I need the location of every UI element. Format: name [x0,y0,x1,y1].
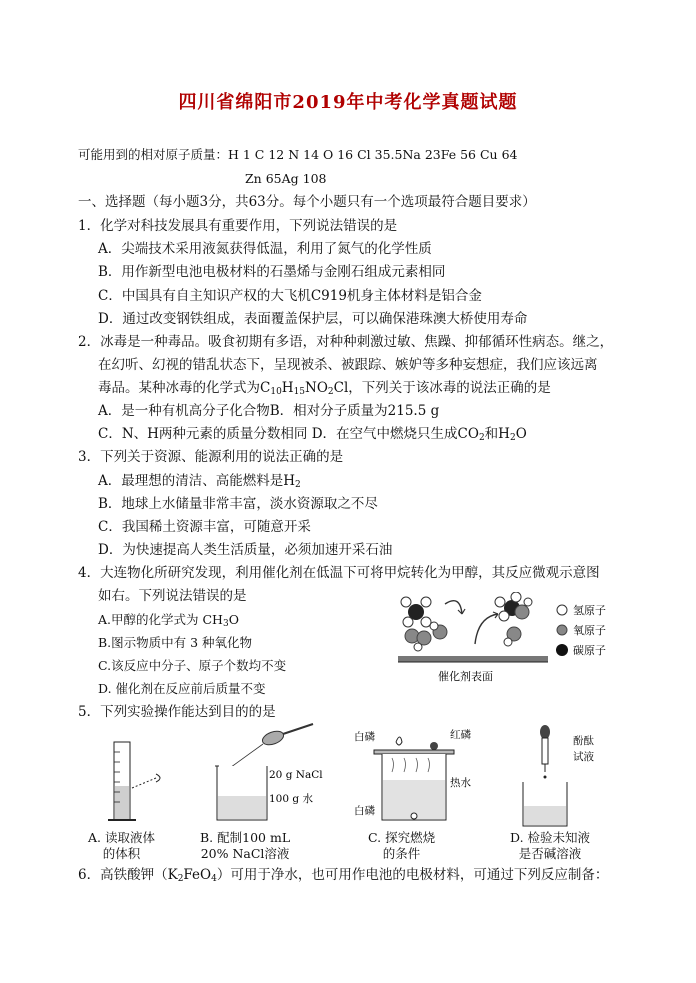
methane-molecule [401,597,431,627]
q5-c-label-white-phosphorus-top: 白磷 [354,731,375,743]
q5-b-caption: B. 配制100 mL 20% NaCl溶液 [200,830,291,861]
q5-a-caption: A. 读取液体 的体积 [88,830,155,861]
q4-stem-line-2: 如右。下列说法错误的是 [98,588,247,604]
legend-carbon-label: 碳原子 [573,644,606,657]
q3-option-b: B．地球上水储量非常丰富，淡水资源取之不尽 [98,496,378,512]
q5-c-label-white-phosphorus-bottom: 白磷 [354,805,375,817]
q5-d-label-test-solution: 试液 [573,751,594,763]
methanol-molecule [495,592,532,621]
q4-stem-line-1: 4．大连物化所研究发现，利用催化剂在低温下可将甲烷转化为甲醇，其反应微观示意图 [78,565,600,581]
q2-options-cd: C．N、H两种元素的质量分数相同 D．在空气中燃烧只生成$CO_2$和$H_2O$ [98,426,527,443]
q3-option-c: C．我国稀土资源丰富，可随意开采 [98,519,311,535]
q4-reaction-diagram [390,592,650,687]
q5-c-caption: C. 探究燃烧 的条件 [368,830,436,861]
water-molecule [430,622,447,639]
legend-oxygen-label: 氧原子 [573,624,606,637]
atomic-mass-line-1: 可能用到的相对原子质量：H 1 C 12 N 14 O 16 Cl 35.5Na 23Fe 56 Cu 64 [78,147,518,162]
q5-a-cylinder-figure [100,738,175,828]
q2-stem-line-3: 毒品。某种冰毒的化学式为$C_{10}H_{15}NO_2Cl$，下列关于该冰毒的说法正确的是 [98,380,551,397]
atomic-mass-line-2: Zn 65Ag 108 [245,171,327,186]
q5-c-label-hot-water: 热水 [450,777,471,789]
arrow-out [475,614,498,644]
q2-stem-line-2: 在幻听、幻视的错乱状态下，呈现被杀、被跟踪、嫉妒等多种妄想症，我们应该远离 [98,357,598,373]
q5-b-label-water: 100 g 水 [269,793,313,805]
q1-option-a: A．尖端技术采用液氮获得低温，利用了氮气的化学性质 [98,241,432,257]
q1-option-c: C．中国具有自主知识产权的大飞机C919机身主体材料是铝合金 [98,288,482,304]
legend-oxygen-icon [557,625,567,635]
q5-d-caption: D. 检验未知液 是否碱溶液 [510,830,591,861]
red-phosphorus [430,742,438,750]
q3-option-d: D．为快速提高人类生活质量，必须加速开采石油 [98,542,393,558]
q6-stem: 6．高铁酸钾$(K_2FeO_4)$可用于净水，也可用作电池的电极材料，可通过下列反应制备： [78,867,609,884]
q5-d-label-phenolphthalein: 酚酞 [573,735,594,747]
q5-b-label-nacl: 20 g NaCl [269,769,323,781]
q2-stem-line-1: 2．冰毒是一种毒品。吸食初期有多语，对种种刺激过敏、焦躁、抑郁循环性病态。继之， [78,334,614,350]
q1-option-b: B．用作新型电池电极材料的石墨烯与金刚石组成元素相同 [98,264,446,280]
q4-option-c: C.该反应中分子、原子个数均不变 [98,658,287,673]
copper-plate [374,750,454,754]
q5-c-label-red-phosphorus: 红磷 [450,729,471,741]
q4-option-d: D. 催化剂在反应前后质量不变 [98,681,266,696]
q4-option-b: B.图示物质中有 3 种氧化物 [98,635,253,650]
page-title: 四川省绵阳市2019年中考化学真题试题 [178,92,518,113]
flame-icon [396,737,402,745]
legend-hydrogen-label: 氢原子 [573,604,606,617]
q5-stem: 5．下列实验操作能达到目的的是 [78,704,276,720]
q4-option-a: A.甲醇的化学式为 $CH_3O$ [98,612,239,629]
eye-icon [156,774,160,782]
oxygen-molecule [405,629,431,651]
q5-c-combustion-figure [352,728,477,828]
q5-b-beaker-figure [205,722,325,830]
q2-options-ab: A．是一种有机高分子化合物B．相对分子质量为215.5 g [98,403,440,419]
q1-stem: 1．化学对科技发展具有重要作用，下列说法错误的是 [78,218,398,234]
legend-carbon-icon [556,644,568,656]
q3-option-a: A．最理想的清洁、高能燃料是$H_2$ [98,473,301,490]
section-header: 一、选择题（每小题3分，共63分。每个小题只有一个选项最符合题目要求） [78,194,536,210]
q1-option-d: D．通过改变钢铁组成，表面覆盖保护层，可以确保港珠澳大桥使用寿命 [98,311,528,327]
q3-stem: 3．下列关于资源、能源利用的说法正确的是 [78,449,344,465]
q5-d-dropper-figure [505,722,615,828]
catalyst-surface-label: 催化剂表面 [438,670,493,683]
catalyst-surface [398,656,548,662]
legend-hydrogen-icon [557,605,567,615]
product-water-molecule [504,627,521,646]
dropper-bulb [540,725,550,739]
